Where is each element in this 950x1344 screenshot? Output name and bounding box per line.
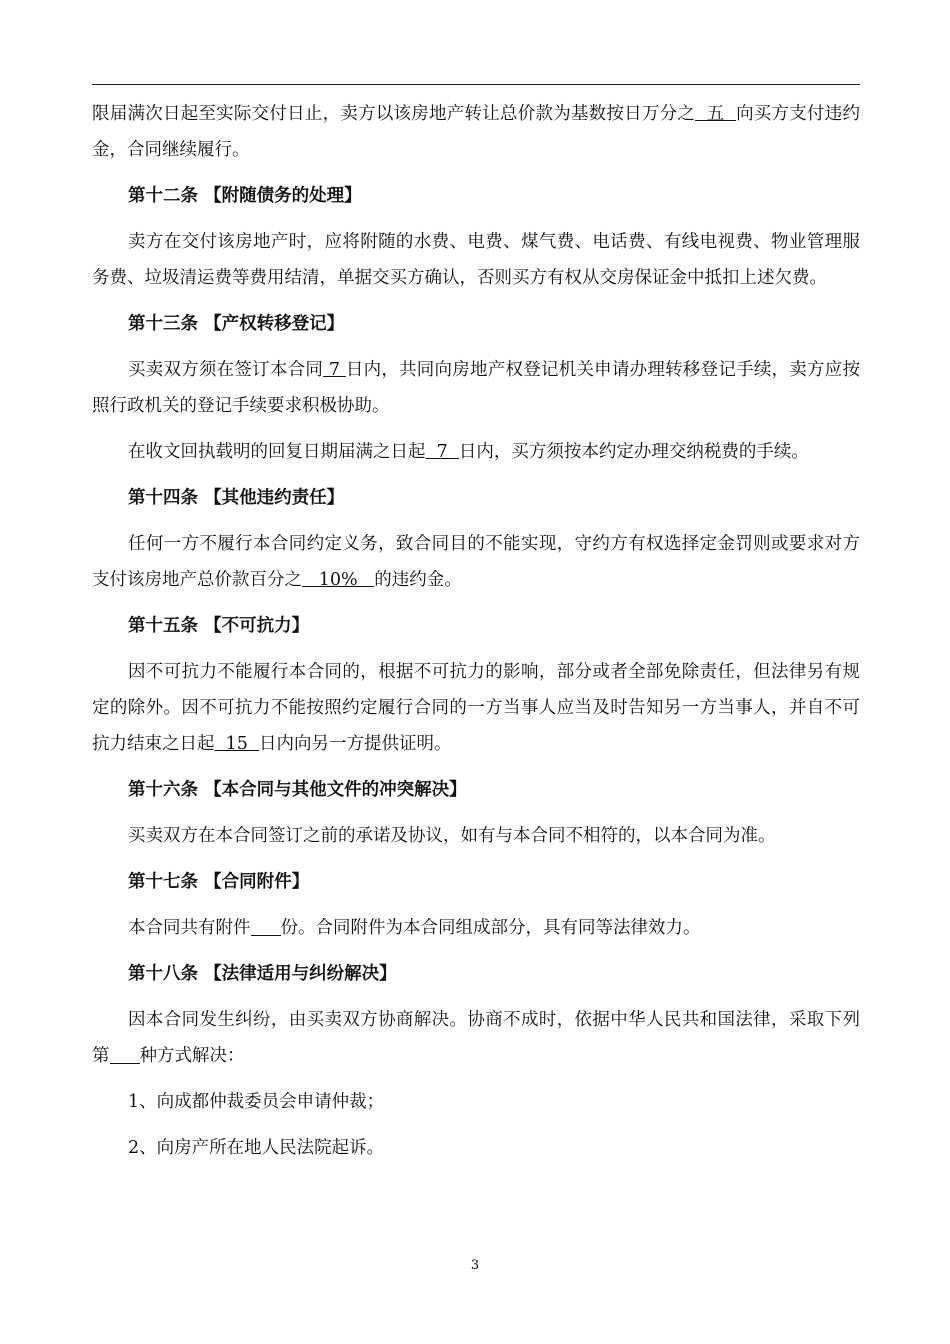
article-17-heading: 第十七条 【合同附件】 [128,872,310,892]
document-body [92,96,860,1176]
resolution-option-1: 1、向成都仲裁委员会申请仲裁； [128,1092,385,1112]
article-14-text: 任何一方不履行本合同约定义务，致合同目的不能实现，守约方有权选择定金罚则或要求对方支付该房地产总价款百分之 10% 的违约金。 [92,534,860,590]
registration-days-value: 7 [323,360,346,380]
article-18-text: 因本合同发生纠纷，由买卖双方协商解决。协商不成时，依据中华人民共和国法律，采取下列第 种方式解决： [92,1010,860,1066]
article-16-heading: 第十六条 【本合同与其他文件的冲突解决】 [128,780,467,800]
page-number: 3 [470,1258,480,1273]
attachment-count-blank [251,917,281,936]
proof-days-value: 15 [214,734,260,754]
paragraph-continued: 限届满次日起至实际交付日止，卖方以该房地产转让总价款为基数按日万分之 五 向买方支付违约金，合同继续履行。 [92,104,860,160]
article-14-heading: 第十四条 【其他违约责任】 [128,488,345,508]
article-13-text-2: 在收文回执载明的回复日期届满之日起 7 日内，买方须按本约定办理交纳税费的手续。 [128,442,809,462]
penalty-percent-value: 10% [302,570,375,590]
article-12-heading: 第十二条 【附随债务的处理】 [128,186,362,206]
tax-days-value: 7 [425,442,459,462]
header-rule [92,84,860,85]
article-16-text: 买卖双方在本合同签订之前的承诺及协议，如有与本合同不相符的，以本合同为准。 [128,826,776,846]
article-15-text: 因不可抗力不能履行本合同的，根据不可抗力的影响，部分或者全部免除责任，但法律另有规定的除外。因不可抗力不能按照约定履行合同的一方当事人应当及时告知另一方当事人，并自不可抗力结束之日起 15 日内向另一方提供证明。 [92,662,860,754]
article-13-text-1: 买卖双方须在签订本合同 7 日内，共同向房地产权登记机关申请办理转移登记手续，卖方应按照行政机关的登记手续要求积极协助。 [92,360,861,416]
penalty-rate-value: 五 [695,104,737,124]
article-15-heading: 第十五条 【不可抗力】 [128,616,310,636]
resolution-option-blank [110,1045,140,1064]
article-13-heading: 第十三条 【产权转移登记】 [128,314,345,334]
article-12-text: 卖方在交付该房地产时，应将附随的水费、电费、煤气费、电话费、有线电视费、物业管理服务费、垃圾清运费等费用结清，单据交买方确认，否则买方有权从交房保证金中抵扣上述欠费。 [92,232,860,288]
article-17-text: 本合同共有附件 份。合同附件为本合同组成部分，具有同等法律效力。 [128,918,701,938]
article-18-heading: 第十八条 【法律适用与纠纷解决】 [128,964,397,984]
resolution-option-2: 2、向房产所在地人民法院起诉。 [128,1138,385,1158]
